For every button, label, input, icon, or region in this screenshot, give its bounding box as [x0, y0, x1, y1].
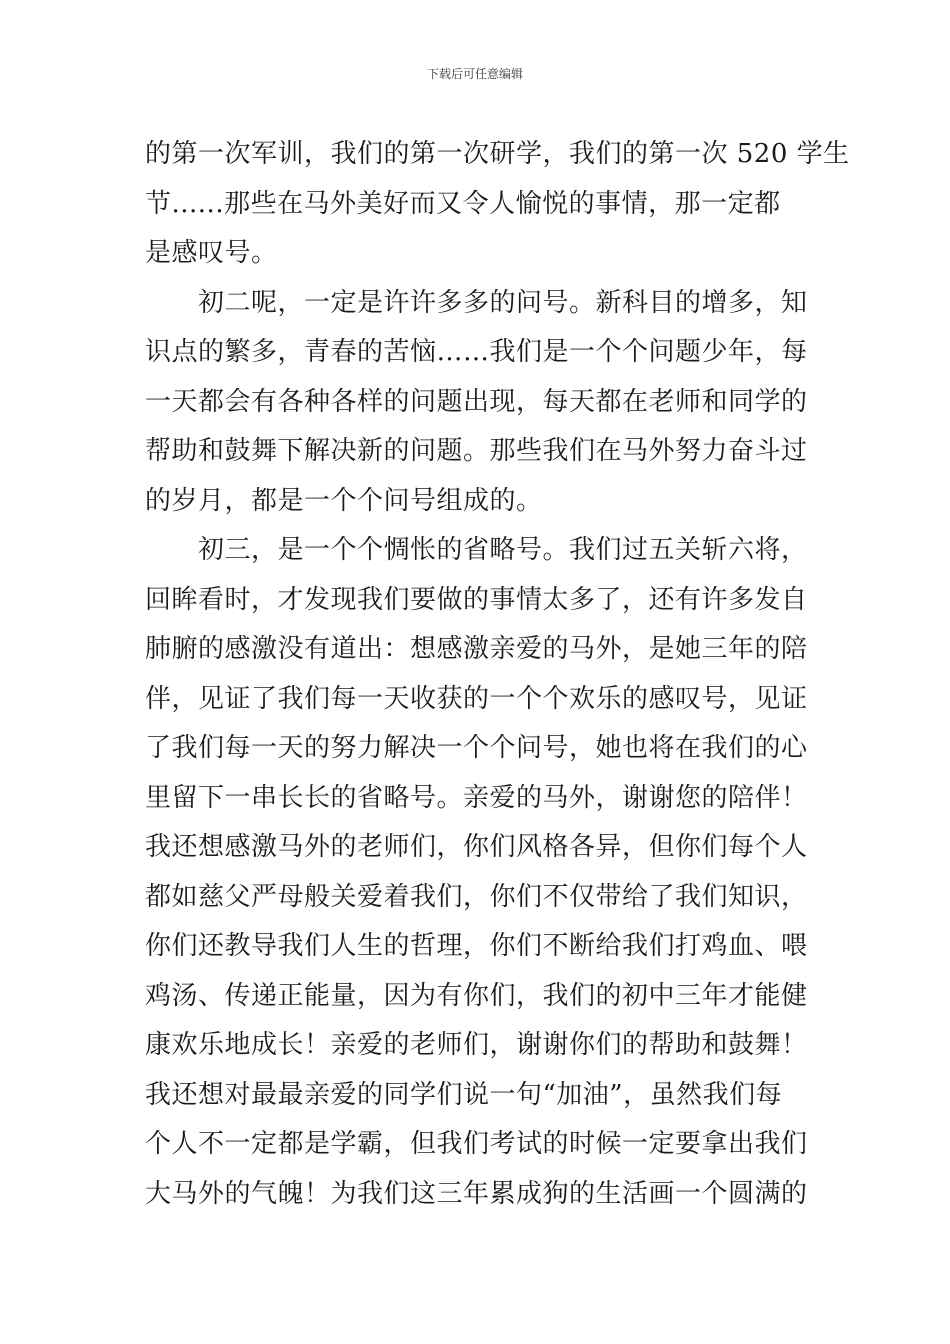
text-line: 识点的繁多，青春的苦恼……我们是一个个问题少年，每	[145, 337, 808, 367]
text-line: 我还想对最最亲爱的同学们说一句“加油”，虽然我们每	[145, 1079, 783, 1110]
text-line: 的岁月，都是一个个问号组成的。	[145, 485, 543, 516]
text-line: 了我们每一天的努力解决一个个问号，她也将在我们的心	[145, 733, 808, 763]
text-line: 肺腑的感激没有道出：想感激亲爱的马外，是她三年的陪	[145, 634, 808, 664]
text-line: 我还想感激马外的老师们，你们风格各异，但你们每个人	[145, 832, 808, 862]
text-line: 伴，见证了我们每一天收获的一个个欢乐的感叹号，见证	[145, 683, 808, 714]
text-line: 你们还教导我们人生的哲理，你们不断给我们打鸡血、喂	[145, 931, 808, 961]
text-line: 节......那些在马外美好而又令人愉悦的事情，那一定都	[145, 188, 781, 219]
text-line: 康欢乐地成长！亲爱的老师们，谢谢你们的帮助和鼓舞！	[145, 1030, 808, 1060]
document-body	[145, 130, 850, 1219]
text-line: 里留下一串长长的省略号。亲爱的马外，谢谢您的陪伴！	[145, 782, 808, 813]
page-header: 下载后可任意编辑	[426, 67, 523, 81]
text-line: 大马外的气魄！为我们这三年累成狗的生活画一个圆满的	[145, 1178, 808, 1209]
text-line: 回眸看时，才发现我们要做的事情太多了，还有许多发自	[145, 584, 808, 615]
text-line: 的第一次军训，我们的第一次研学，我们的第一次 520 学生	[145, 139, 850, 169]
text-line: 初二呢，一定是许许多多的问号。新科目的增多，知	[145, 287, 808, 318]
text-line: 都如慈父严母般关爱着我们，你们不仅带给了我们知识，	[145, 881, 808, 912]
text-line: 初三，是一个个惆怅的省略号。我们过五关斩六将，	[145, 535, 808, 565]
text-line: 是感叹号。	[145, 238, 278, 268]
text-line: 鸡汤、传递正能量，因为有你们，我们的初中三年才能健	[145, 980, 808, 1011]
text-line: 个人不一定都是学霸，但我们考试的时候一定要拿出我们	[145, 1129, 808, 1159]
text-line: 一天都会有各种各样的问题出现，每天都在老师和同学的	[145, 386, 808, 417]
text-line: 帮助和鼓舞下解决新的问题。那些我们在马外努力奋斗过	[145, 436, 808, 466]
